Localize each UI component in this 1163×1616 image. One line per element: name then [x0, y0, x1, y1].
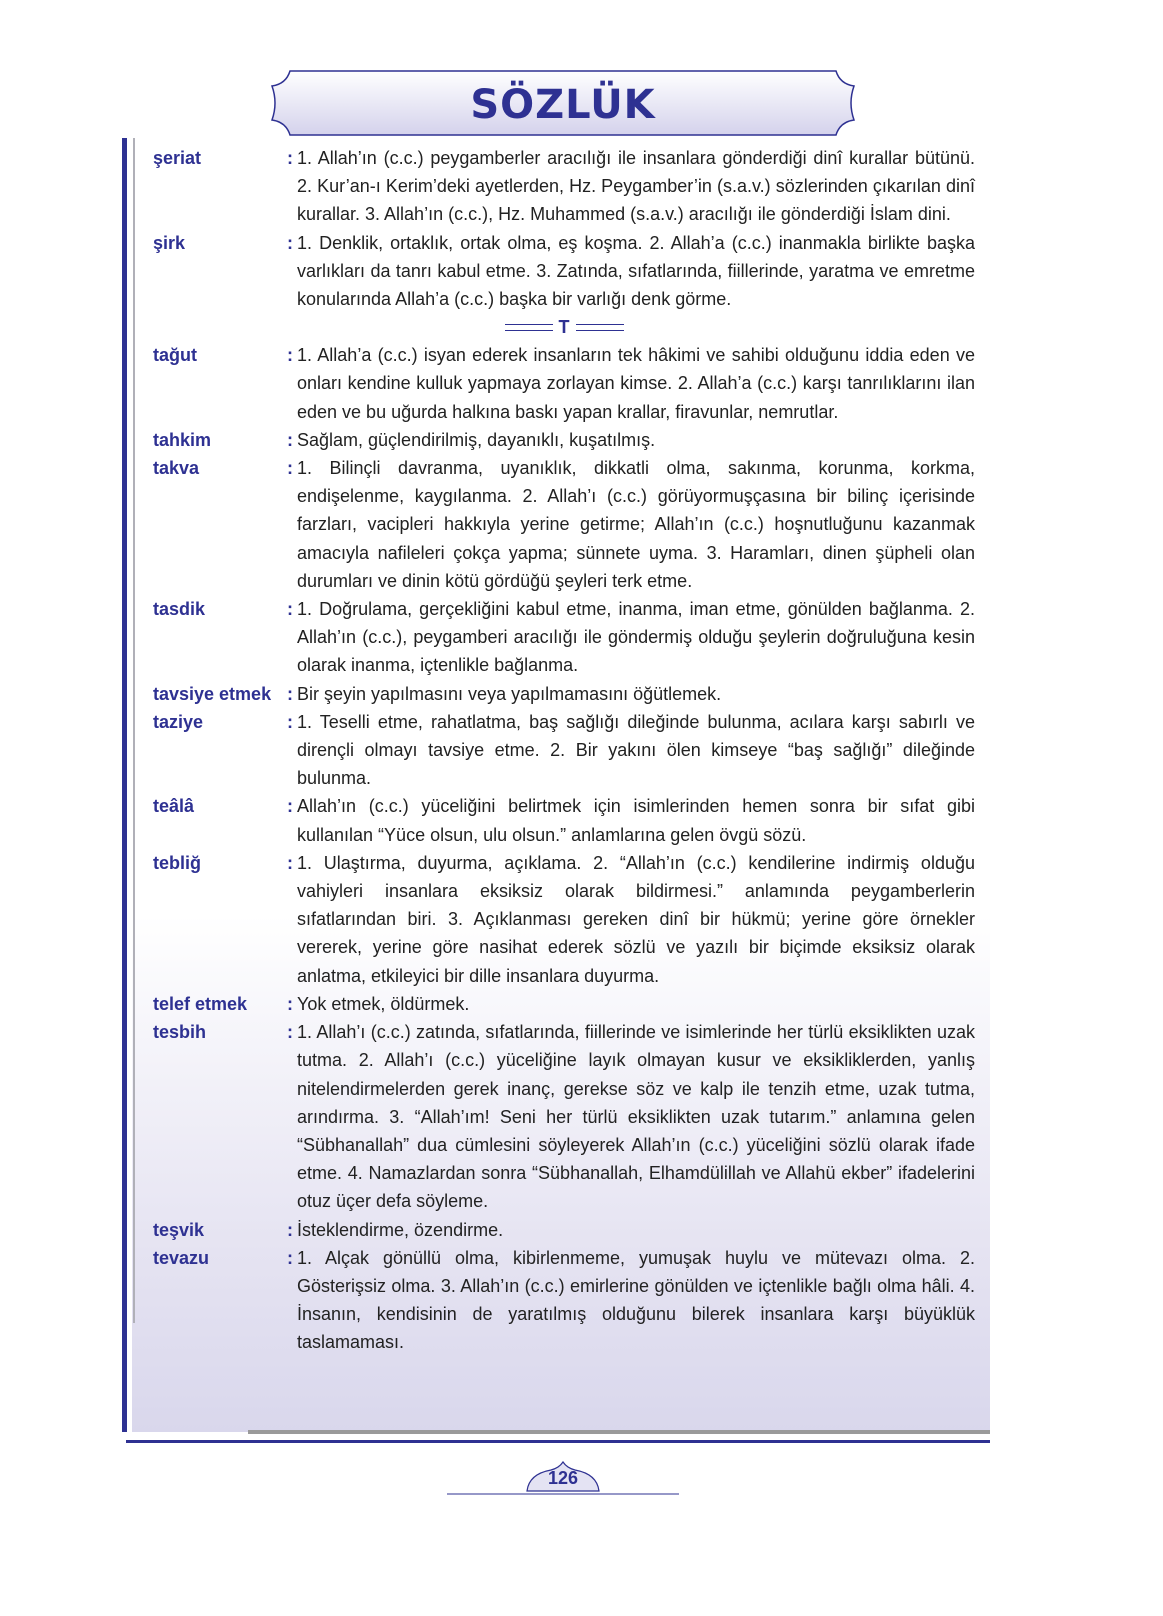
- entry-colon: :: [287, 1247, 293, 1268]
- entry-term: tavsiye etmek: [153, 683, 272, 704]
- entry-colon: :: [287, 599, 293, 620]
- entry-term: tebliğ: [153, 852, 201, 873]
- entry-term: tesbih: [153, 1022, 207, 1043]
- entry-colon: :: [287, 458, 293, 479]
- section-letter: T: [558, 316, 570, 337]
- entry-term: tağut: [153, 345, 197, 366]
- entry-definition: 1. Teselli etme, rahatlatma, baş sağlığı dileğinde bulunma, acılara karşı sabırlı ve dirençli olmayı tavsiye etme. 2. Bir yakını ölen kimseye “baş sağlığı” dileğinde bulunma.: [297, 711, 975, 789]
- glossary-entry: [153, 426, 975, 454]
- panel-shadow: [248, 1430, 990, 1434]
- entry-colon: :: [287, 796, 293, 817]
- entry-definition: 1. Allah’ı (c.c.) zatında, sıfatlarında, fiillerinde ve isimlerinde her türlü eksiklikten uzak tutma. 2. Allah’ı (c.c.) yüceliğine layık olmayan kusur ve eksikliklerden, yanlış nitelendirmelerden gerek inanç, gerekse söz ve kalp ile tenzih etme, uzak tutma, arındırma. 3. “Allah’ım! Seni her türlü eksiklikten uzak tutarım.” anlamına gelen “Sübhanallah” dua cümlesini söyleyerek Allah’ın (c.c.) yüceliğini sözlü olarak ifade etme. 4. Namazlardan sonra “Sübhanallah, Elhamdülillah ve Allahü ekber” ifadelerini otuz üçer defa söyleme.: [297, 1022, 975, 1212]
- entry-term: tevazu: [153, 1247, 210, 1268]
- glossary-entry: [153, 1216, 975, 1244]
- glossary-entry: [153, 680, 975, 708]
- glossary-entry: [153, 229, 975, 314]
- entry-term: tahkim: [153, 429, 212, 450]
- bottom-rule: [126, 1440, 990, 1443]
- entry-colon: :: [287, 1022, 293, 1043]
- page-number-badge: [447, 1460, 679, 1500]
- glossary-entry: [153, 454, 975, 595]
- entry-colon: :: [287, 683, 293, 704]
- glossary-entry: [153, 595, 975, 680]
- entry-definition: 1. Denklik, ortaklık, ortak olma, eş koşma. 2. Allah’a (c.c.) inanmakla birlikte başka varlıkları da tanrı kabul etme. 3. Zatında, sıfatlarında, fiillerinde, yaratma ve emretme konularında Allah’a (c.c.) başka bir varlığı denk görme.: [297, 232, 975, 310]
- entry-definition: İsteklendirme, özendirme.: [297, 1219, 504, 1240]
- entry-definition: 1. Doğrulama, gerçekliğini kabul etme, inanma, iman etme, gönülden bağlanma. 2. Allah’ın (c.c.), peygamberi aracılığı ile göndermiş olduğu şeylerin doğruluğuna kesin olarak inanma, içtenlikle bağlanma.: [297, 599, 975, 676]
- glossary-entry: [153, 792, 975, 848]
- entry-term: takva: [153, 458, 200, 479]
- glossary-entry: [153, 341, 975, 426]
- letter-separator: [153, 313, 975, 341]
- entry-term: şeriat: [153, 148, 202, 168]
- glossary-entry: [153, 144, 975, 229]
- left-accent-bar: [122, 138, 127, 1432]
- page-number: 126: [547, 1468, 579, 1488]
- entry-definition: 1. Allah’a (c.c.) isyan ederek insanların tek hâkimi ve sahibi olduğunu iddia eden ve onları kendine kulluk yapmaya zorlayan kimse. 2. Allah’a (c.c.) karşı tanrılıklarını ilan eden ve bu uğurda halkına baskı yapan krallar, firavunlar, nemrutlar.: [297, 345, 975, 422]
- title-banner: [268, 70, 858, 136]
- entry-term: taziye: [153, 711, 204, 732]
- glossary-entry: [153, 849, 975, 990]
- entry-definition: 1. Ulaştırma, duyurma, açıklama. 2. “Allah’ın (c.c.) kendilerine indirmiş olduğu vahiyleri insanlara eksiksiz olarak bildirmesi.” anlamında peygamberlerin sıfatlarından biri. 3. Açıklanması gereken dinî bir hükmü; yerine göre örnekler vererek, yerine göre nasihat ederek sözlü ve yazılı bir biçimde eksiksiz olarak anlatma, etkileyici bir dille insanlara duyurma.: [297, 852, 975, 986]
- entry-definition: Bir şeyin yapılmasını veya yapılmamasını öğütlemek.: [297, 683, 722, 704]
- entry-definition: 1. Allah’ın (c.c.) peygamberler aracılığı ile insanlara gönderdiği dinî kurallar bütünü. 2. Kur’an-ı Kerim’deki ayetlerden, Hz. Peygamber’in (s.a.v.) sözlerinden çıkarılan dinî kurallar. 3. Allah’ın (c.c.), Hz. Muhammed (s.a.v.) aracılığı ile gönderdiği İslam dini.: [297, 148, 975, 225]
- glossary-entry: [153, 708, 975, 793]
- entry-colon: :: [287, 1219, 293, 1240]
- entry-term: telef etmek: [153, 993, 248, 1014]
- glossary-entry: [153, 990, 975, 1018]
- entry-colon: :: [287, 148, 293, 168]
- page-title: SÖZLÜK: [470, 82, 656, 128]
- entry-colon: :: [287, 852, 293, 873]
- entry-colon: :: [287, 345, 293, 366]
- glossary-entries: [153, 144, 975, 1357]
- entry-colon: :: [287, 711, 293, 732]
- entry-colon: :: [287, 993, 293, 1014]
- glossary-entry: [153, 1018, 975, 1215]
- separator-line: [505, 324, 553, 331]
- entry-term: teşvik: [153, 1219, 205, 1240]
- entry-definition: Allah’ın (c.c.) yüceliğini belirtmek için isimlerinden hemen sonra bir sıfat gibi kullanılan “Yüce olsun, ulu olsun.” anlamlarına gelen övgü sözü.: [297, 796, 975, 845]
- entry-definition: 1. Bilinçli davranma, uyanıklık, dikkatli olma, sakınma, korunma, korkma, endişelenme, kaygılanma. 2. Allah’ı (c.c.) görüyormuşçasına bir bilinç içerisinde farzları, vacipleri hakkıyla yerine getirme; Allah’ın (c.c.) hoşnutluğunu kazanmak amacıyla nafileleri çokça yapma; sünnete uyma. 3. Haramları, dinen şüpheli olan durumları ve dinin kötü gördüğü şeyleri terk etme.: [297, 458, 975, 591]
- entry-term: teâlâ: [153, 796, 195, 817]
- entry-colon: :: [287, 232, 293, 253]
- glossary-entry: [153, 1244, 975, 1357]
- separator-line: [576, 324, 624, 331]
- entry-term: şirk: [153, 232, 186, 253]
- entry-definition: 1. Alçak gönüllü olma, kibirlenmeme, yumuşak huylu ve mütevazı olma. 2. Gösterişsiz olma. 3. Allah’ın (c.c.) emirlerine gönülden ve içtenlikle bağlı olma hâli. 4. İnsanın, kendisinin de yaratılmış olduğunu bilerek insanlara karşı büyüklük taslamaması.: [297, 1247, 975, 1353]
- entry-definition: Sağlam, güçlendirilmiş, dayanıklı, kuşatılmış.: [297, 429, 656, 450]
- entry-colon: :: [287, 429, 293, 450]
- entry-term: tasdik: [153, 599, 206, 620]
- left-thin-line: [133, 138, 135, 1323]
- entry-definition: Yok etmek, öldürmek.: [297, 993, 470, 1014]
